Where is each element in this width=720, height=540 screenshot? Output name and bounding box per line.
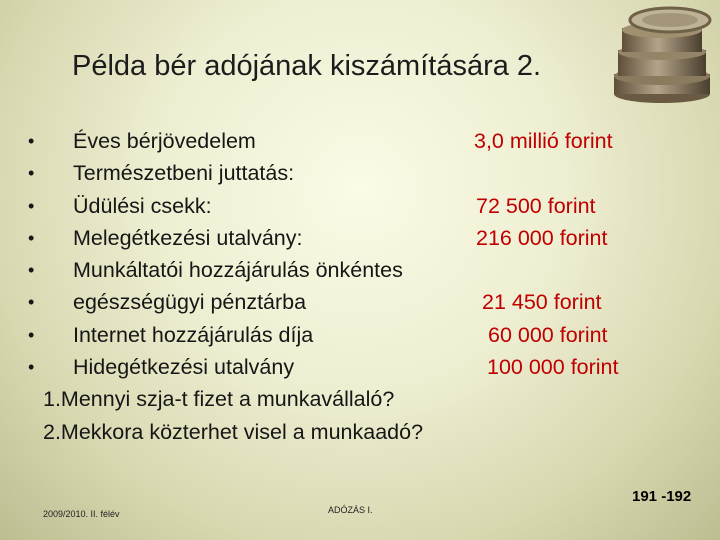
item-value: 100 000 forint: [487, 355, 619, 379]
bullet: •: [28, 260, 35, 280]
bullet: •: [28, 131, 35, 151]
item-value: 72 500 forint: [476, 194, 596, 218]
item-label: Melegétkezési utalvány:: [73, 226, 303, 250]
item-value: 3,0 millió forint: [474, 129, 613, 153]
question-text: 2.Mekkora közterhet visel a munkaadó?: [43, 420, 424, 444]
footer-course: ADÓZÁS I.: [328, 505, 373, 515]
bullet: •: [28, 196, 35, 216]
bullet: •: [28, 292, 35, 312]
coin-stack-icon: [578, 0, 720, 105]
item-label: Éves bérjövedelem: [73, 129, 256, 153]
item-value: 21 450 forint: [482, 290, 602, 314]
item-label: Munkáltatói hozzájárulás önkéntes: [73, 258, 403, 282]
footer-date: 2009/2010. II. félév: [43, 509, 120, 519]
bullet: •: [28, 228, 35, 248]
item-label: Természetbeni juttatás:: [73, 161, 295, 185]
page-number: 191 -192: [632, 488, 692, 505]
question-text: 1.Mennyi szja-t fizet a munkavállaló?: [43, 387, 395, 411]
item-value: 216 000 forint: [476, 226, 608, 250]
bullet: •: [28, 163, 35, 183]
bullet: •: [28, 357, 35, 377]
item-label: Internet hozzájárulás díja: [73, 323, 314, 347]
slide-title: Példa bér adójának kiszámítására 2.: [72, 50, 542, 82]
item-value: 60 000 forint: [488, 323, 608, 347]
item-label: Üdülési csekk:: [73, 194, 212, 218]
item-label: Hidegétkezési utalvány: [73, 355, 295, 379]
item-label: egészségügyi pénztárba: [73, 290, 307, 314]
bullet: •: [28, 325, 35, 345]
